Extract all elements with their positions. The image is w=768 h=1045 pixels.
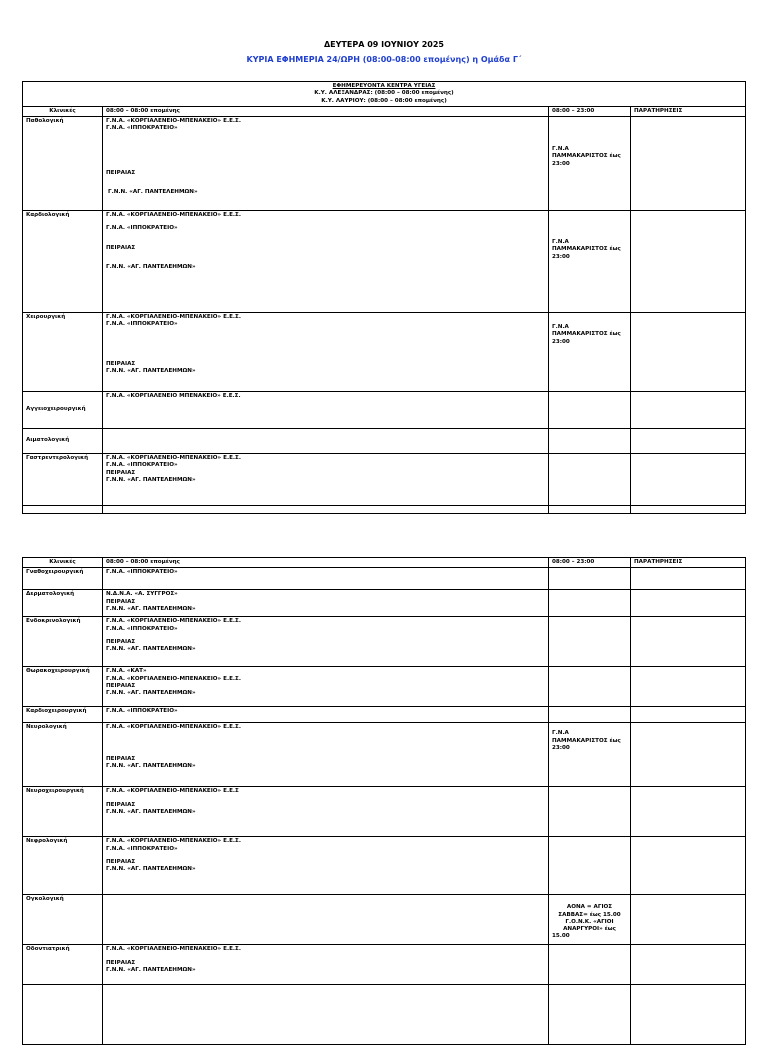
day-note: 23:00 <box>552 744 570 751</box>
duty-table-1 <box>22 81 746 514</box>
notes-cell <box>631 313 746 392</box>
hospital-entry: Γ.Ν.Α. «ΙΠΠΟΚΡΑΤΕΙΟ» <box>106 845 178 852</box>
day-note: 23:00 <box>552 338 570 345</box>
day-note: Γ.Ο.Ν.Κ. «ΑΓΙΟΙ <box>565 918 614 925</box>
day-note: ΑΝΑΡΓΥΡΟΙ» έως <box>563 926 616 933</box>
clinic-label: Αγγειοχειρουργική <box>23 392 103 429</box>
table-row <box>23 723 746 787</box>
region-label: ΠΕΙΡΑΙΑΣ <box>106 360 136 367</box>
hospital-entry: Γ.Ν.Α. «ΚΟΡΓΙΑΛΕΝΕΙΟ-ΜΠΕΝΑΚΕΙΟ» Ε.Ε.Σ. <box>106 618 241 625</box>
table-row <box>23 590 746 617</box>
health-centers-cell <box>23 82 746 107</box>
col-clinic: Κλινικές <box>23 106 103 116</box>
clinic-label: Γαστρεντερολογική <box>23 454 103 506</box>
clinic-label: Νευρολογική <box>23 723 103 787</box>
notes-cell <box>631 211 746 313</box>
table-row <box>23 313 746 392</box>
region-label: ΠΕΙΡΑΙΑΣ <box>106 244 136 251</box>
hospital-entry: Γ.Ν.Ν. «ΑΓ. ΠΑΝΤΕΛΕΗΜΩΝ» <box>106 646 196 653</box>
hospital-entry: Γ.Ν.Α. «ΙΠΠΟΚΡΑΤΕΙΟ» <box>106 225 178 232</box>
duty-table-2 <box>22 557 746 1045</box>
table-header-row <box>23 106 746 116</box>
region-label: ΠΕΙΡΑΙΑΣ <box>106 858 136 865</box>
hospital-entry: Γ.Ν.Α. «ΚΟΡΓΙΑΛΕΝΕΙΟ-ΜΠΕΝΑΚΕΙΟ» Ε.Ε.Σ. <box>106 946 241 953</box>
hospital-entry: Γ.Ν.Α. «ΚΑΤ» <box>106 668 147 675</box>
region-label: ΠΕΙΡΑΙΑΣ <box>106 469 136 476</box>
table-row <box>23 454 746 506</box>
clinic-label: Καρδιολογική <box>23 211 103 313</box>
duty-title: ΚΥΡΙΑ ΕΦΗΜΕΡΙΑ 24/ΩΡΗ (08:00-08:00 επομένης) η Ομάδα Γ΄ <box>246 55 522 64</box>
health-center-alexandras: Κ.Υ. ΑΛΕΞΑΝΔΡΑΣ: (08:00 – 08:00 επομένης) <box>314 90 454 97</box>
table-row <box>23 985 746 1045</box>
day-note: Γ.Ν.Α <box>552 239 569 246</box>
health-centers-title: ΕΦΗΜΕΡΕΥΟΝΤΑ ΚΕΝΤΡΑ ΥΓΕΙΑΣ <box>332 83 436 89</box>
day-note: ΠΑΜΜΑΚΑΡΙΣΤΟΣ έως <box>552 331 621 338</box>
clinic-label: Παθολογική <box>23 117 103 211</box>
hospital-entry: Γ.Ν.Α. «ΚΟΡΓΙΑΛΕΝΕΙΟ-ΜΠΕΝΑΚΕΙΟ» Ε.Ε.Σ <box>106 788 239 795</box>
hospital-entry: Γ.Ν.Ν. «ΑΓ. ΠΑΝΤΕΛΕΗΜΩΝ» <box>106 966 196 973</box>
schedule-date: ΔΕΥΤΕΡΑ 09 ΙΟΥΝΙΟΥ 2025 <box>323 40 444 49</box>
table-row <box>23 707 746 723</box>
day-note: ΠΑΜΜΑΚΑΡΙΣΤΟΣ έως <box>552 737 621 744</box>
table-row <box>23 837 746 895</box>
clinic-label: Καρδιοχειρουργική <box>23 707 103 723</box>
clinic-label: Αιματολογική <box>23 429 103 454</box>
clinic-label: Δερματολογική <box>23 590 103 617</box>
hospital-entry: Γ.Ν.Α. «ΚΟΡΓΙΑΛΕΝΕΙΟ ΜΠΕΝΑΚΕΙΟ» Ε.Ε.Σ. <box>106 393 241 400</box>
table-row <box>23 211 746 313</box>
hospital-entry: Γ.Ν.Α. «ΙΠΠΟΚΡΑΤΕΙΟ» <box>106 125 178 132</box>
hospital-entry: Γ.Ν.Α. «ΚΟΡΓΙΑΛΕΝΕΙΟ-ΜΠΕΝΑΚΕΙΟ» Ε.Ε.Σ. <box>106 838 241 845</box>
table-row <box>23 392 746 429</box>
clinic-label: Θωρακοχειρουργική <box>23 667 103 707</box>
hospital-entry: Γ.Ν.Ν. «ΑΓ. ΠΑΝΤΕΛΕΗΜΩΝ» <box>106 866 196 873</box>
clinic-label: Οδοντιατρική <box>23 945 103 985</box>
hospital-entry: Ν.Δ.Ν.Α. «Α. ΣΥΓΓΡΟΣ» <box>106 591 178 598</box>
hospital-entry: Γ.Ν.Α. «ΚΟΡΓΙΑΛΕΝΕΙΟ-ΜΠΕΝΑΚΕΙΟ» Ε.Ε.Σ. <box>106 314 241 321</box>
region-label: ΠΕΙΡΑΙΑΣ <box>106 638 136 645</box>
hospital-entry: Γ.Ν.Ν. «ΑΓ. ΠΑΝΤΕΛΕΗΜΩΝ» <box>106 367 196 374</box>
col-full: 08:00 – 08:00 επομένης <box>103 558 549 568</box>
hospital-entry: Γ.Ν.Α. «ΙΠΠΟΚΡΑΤΕΙΟ» <box>106 625 178 632</box>
hospital-entry: Γ.Ν.Α. «ΚΟΡΓΙΑΛΕΝΕΙΟ-ΜΠΕΝΑΚΕΙΟ» Ε.Ε.Σ. <box>106 455 241 462</box>
clinic-label: Νεφρολογική <box>23 837 103 895</box>
col-day: 08:00 – 23:00 <box>549 558 631 568</box>
region-label: ΠΕΙΡΑΙΑΣ <box>106 755 136 762</box>
day-note: ΠΑΜΜΑΚΑΡΙΣΤΟΣ έως <box>552 246 621 253</box>
clinic-label: Γναθοχειρουργική <box>23 568 103 590</box>
hospital-entry: Γ.Ν.Α. «ΚΟΡΓΙΑΛΕΝΕΙΟ-ΜΠΕΝΑΚΕΙΟ» Ε.Ε.Σ. <box>106 118 241 125</box>
hospital-entry: Γ.Ν.Α. «ΙΠΠΟΚΡΑΤΕΙΟ» <box>106 321 178 328</box>
table-row <box>23 506 746 514</box>
col-full: 08:00 – 08:00 επομένης <box>103 106 549 116</box>
day-note: ΠΑΜΜΑΚΑΡΙΣΤΟΣ έως <box>552 153 621 160</box>
col-notes: ΠΑΡΑΤΗΡΗΣΕΙΣ <box>631 558 746 568</box>
table-row <box>23 667 746 707</box>
hospital-entry: Γ.Ν.Ν. «ΑΓ. ΠΑΝΤΕΛΕΗΜΩΝ» <box>106 762 196 769</box>
region-label: ΠΕΙΡΑΙΑΣ <box>106 169 136 176</box>
col-day: 08:00 – 23:00 <box>549 106 631 116</box>
col-notes: ΠΑΡΑΤΗΡΗΣΕΙΣ <box>631 106 746 116</box>
notes-cell <box>631 117 746 211</box>
day-note: 23:00 <box>552 160 570 167</box>
clinic-label: Νευροχειρουργική <box>23 787 103 837</box>
hospital-entry: Γ.Ν.Α. «ΚΟΡΓΙΑΛΕΝΕΙΟ-ΜΠΕΝΑΚΕΙΟ» Ε.Ε.Σ. <box>106 724 241 731</box>
day-note: 23:00 <box>552 253 570 260</box>
hospital-entry: Γ.Ν.Ν. «ΑΓ. ΠΑΝΤΕΛΕΗΜΩΝ» <box>106 263 196 270</box>
table-row <box>23 895 746 945</box>
day-note: ΑΟΝΑ = ΑΓΙΟΣ <box>566 904 613 911</box>
day-note: ΣΑΒΒΑΣ= έως 15.00 <box>558 911 621 918</box>
day-note: 15.00 <box>552 933 570 940</box>
clinic-label: Χειρουργική <box>23 313 103 392</box>
region-label: ΠΕΙΡΑΙΑΣ <box>106 801 136 808</box>
region-label: ΠΕΙΡΑΙΑΣ <box>106 682 136 689</box>
day-note: Γ.Ν.Α <box>552 730 569 737</box>
table-row <box>23 429 746 454</box>
table-row <box>23 617 746 667</box>
table-header-row <box>23 558 746 568</box>
hospital-entry: Γ.Ν.Α. «ΚΟΡΓΙΑΛΕΝΕΙΟ-ΜΠΕΝΑΚΕΙΟ» Ε.Ε.Σ. <box>106 212 241 219</box>
clinic-label: Ενδοκρινολογική <box>23 617 103 667</box>
table-row <box>23 945 746 985</box>
health-center-lavriou: Κ.Υ. ΛΑΥΡΙΟΥ: (08:00 – 08:00 επομένης) <box>321 97 447 104</box>
hospital-entry: Γ.Ν.Ν. «ΑΓ. ΠΑΝΤΕΛΕΗΜΩΝ» <box>106 476 196 483</box>
hospital-entry: Γ.Ν.Ν. «ΑΓ. ΠΑΝΤΕΛΕΗΜΩΝ» <box>106 690 196 697</box>
hospital-entry: Γ.Ν.Ν. «ΑΓ. ΠΑΝΤΕΛΕΗΜΩΝ» <box>106 808 196 815</box>
col-clinic: Κλινικές <box>23 558 103 568</box>
hospital-entry: Γ.Ν.Α. «ΙΠΠΟΚΡΑΤΕΙΟ» <box>106 708 178 715</box>
region-label: ΠΕΙΡΑΙΑΣ <box>106 598 136 605</box>
hospital-entry: Γ.Ν.Α. «ΚΟΡΓΙΑΛΕΝΕΙΟ-ΜΠΕΝΑΚΕΙΟ» Ε.Ε.Σ. <box>106 675 241 682</box>
clinic-label: Ογκολογική <box>23 895 103 945</box>
hospital-entry: Γ.Ν.Α. «ΙΠΠΟΚΡΑΤΕΙΟ» <box>106 569 178 576</box>
day-note: Γ.Ν.Α <box>552 324 569 331</box>
day-note: Γ.Ν.Α <box>552 146 569 153</box>
table-row <box>23 117 746 211</box>
region-label: ΠΕΙΡΑΙΑΣ <box>106 959 136 966</box>
table-row <box>23 787 746 837</box>
table-row <box>23 568 746 590</box>
hospital-entry: Γ.Ν.Ν. «ΑΓ. ΠΑΝΤΕΛΕΗΜΩΝ» <box>106 605 196 612</box>
hospital-entry: Γ.Ν.Α. «ΙΠΠΟΚΡΑΤΕΙΟ» <box>106 462 178 469</box>
hospital-entry: Γ.Ν.Ν. «ΑΓ. ΠΑΝΤΕΛΕΗΜΩΝ» <box>108 188 198 195</box>
